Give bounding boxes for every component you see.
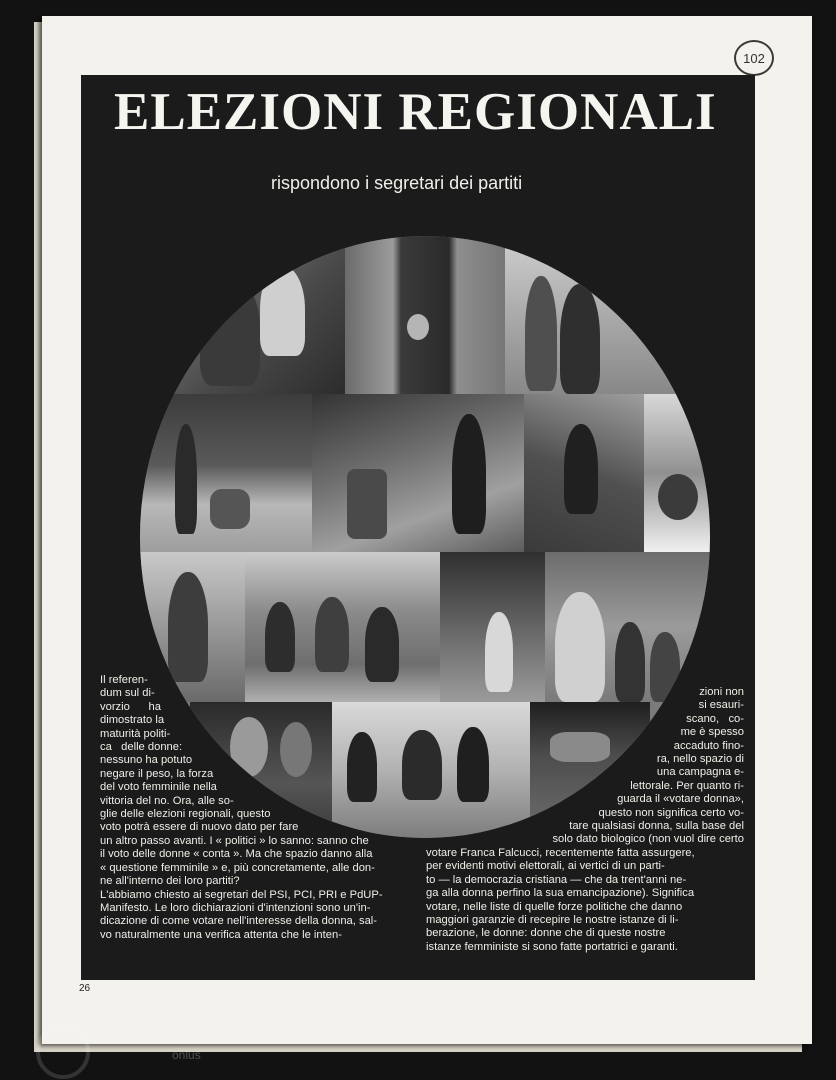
text-line: « questione femminile » e, più concretamente, alle don-: [100, 861, 375, 874]
photo-street-stroller: [140, 394, 312, 552]
text-line: vo naturalmente una verifica attenta che le inten-: [100, 928, 342, 941]
text-line: dum sul di-: [100, 687, 155, 700]
text-line: Manifesto. Le loro dichiarazioni d'intenzioni sono un'in-: [100, 901, 371, 914]
text-line: ra, nello spazio di: [656, 753, 744, 766]
text-line: scano, co-: [686, 712, 744, 725]
text-line: ne all'interno dei loro partiti?: [100, 875, 240, 888]
photo-window-child: [345, 236, 505, 394]
text-line: si esauri-: [698, 699, 744, 712]
headline: ELEZIONI REGIONALI: [114, 83, 717, 141]
text-line: glie delle elezioni regionali, questo: [100, 808, 271, 821]
text-line: dicazione di come votare nell'interesse della donna, sal-: [100, 915, 378, 928]
text-line: del voto femminile nella: [100, 781, 217, 794]
text-line: tare qualsiasi donna, sulla base del: [569, 820, 744, 833]
text-line: maggiori garanzie di recepire le nostre istanze di li-: [426, 913, 679, 926]
text-line: voto potrà essere di nuovo dato per fare: [100, 821, 299, 834]
photo-woman-stone-path: [312, 394, 524, 552]
photo-women-cooking: [140, 236, 345, 394]
subheadline: rispondono i segretari dei partiti: [271, 173, 523, 193]
text-line: zioni non: [699, 686, 744, 698]
photo-girl-portrait: [644, 394, 710, 552]
text-line: istanze femministe si sono fatte portatrici e garanti.: [426, 940, 678, 953]
article-text-right: [426, 686, 744, 954]
text-line: per evidenti motivi elettorali, ai vertici di un parti-: [426, 860, 665, 873]
text-line: Il referen-: [100, 674, 148, 686]
text-line: negare il peso, la forza: [100, 767, 214, 780]
text-line: lettorale. Per quanto ri-: [630, 779, 744, 792]
text-line: accaduto fino-: [673, 739, 744, 752]
text-line: un altro passo avanti. I « politici » lo sanno: sanno che: [100, 834, 369, 847]
page-number: 26: [79, 983, 91, 994]
photo-women-doorway: [505, 236, 710, 394]
text-line: solo dato biologico (non vuol dire certo: [552, 833, 744, 846]
text-line: guarda il «votare donna»,: [617, 793, 744, 806]
photo-tree-figure: [440, 552, 545, 702]
text-line: ca delle donne:: [100, 741, 183, 754]
text-line: dimostrato la: [100, 714, 165, 727]
archive-page-number: 102: [734, 40, 774, 76]
text-line: to — la democrazia cristiana — che da trent'anni ne-: [426, 873, 687, 886]
article-text-left: [100, 674, 412, 942]
watermark-logo-arc: [36, 1025, 90, 1079]
text-line: il voto delle donne « conta ». Ma che spazio danno alla: [100, 848, 373, 861]
text-line: votare Franca Falcucci, recentemente fatta assurgere,: [426, 846, 695, 859]
text-line: maturità politi-: [100, 727, 171, 740]
text-line: una campagna e-: [656, 766, 744, 779]
photo-woman-steps: [524, 394, 644, 552]
text-line: berazione, le donne: donne che di queste nostre: [426, 927, 666, 940]
text-line: nessuno ha potuto: [100, 754, 193, 767]
text-line: vittoria del no. Ora, alle so-: [100, 794, 234, 807]
text-line: questo non significa certo vo-: [598, 806, 744, 819]
text-line: ga alla donna perfino la sua emancipazione). Significa: [426, 887, 695, 900]
text-line: votare, nelle liste di quelle forze politiche che danno: [426, 900, 683, 913]
text-line: me è spesso: [680, 726, 744, 739]
text-line: vorzio ha: [100, 700, 161, 713]
photo-family-group: [545, 552, 710, 702]
watermark-onlus: onlus: [172, 1048, 201, 1062]
text-line: L'abbiamo chiesto ai segretari del PSI, PCI, PRI e PdUP-: [100, 888, 383, 901]
